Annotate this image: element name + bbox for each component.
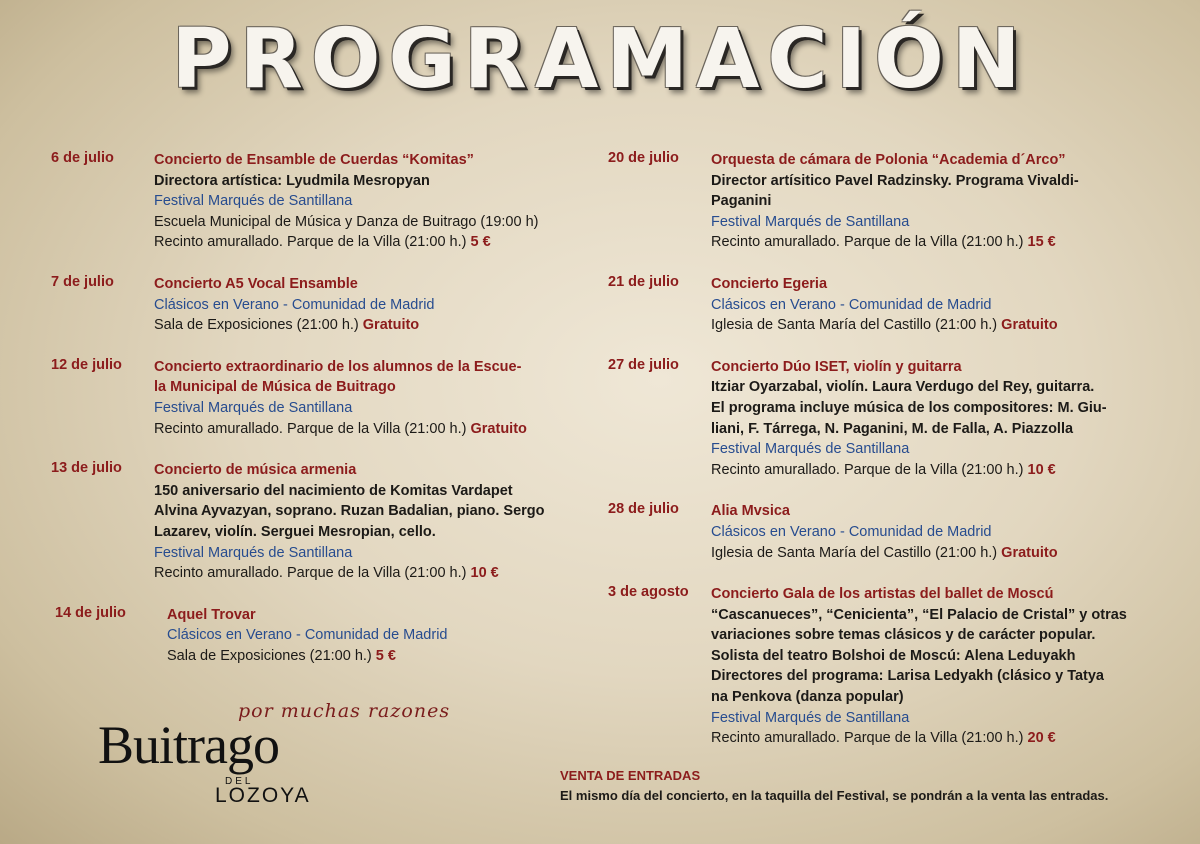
event-price: 10 € — [470, 565, 499, 582]
event-date: 13 de julio — [51, 460, 122, 477]
event-details — [711, 501, 1178, 563]
event-venue: Escuela Municipal de Música y Danza de Buitrago (19:00 h) — [154, 213, 539, 230]
event-performers: 150 aniversario del nacimiento de Komitas Vardapet — [154, 482, 513, 499]
event-venue: Iglesia de Santa María del Castillo (21:00 h.) — [711, 317, 998, 334]
event-line — [154, 232, 591, 253]
event-series: Clásicos en Verano - Comunidad de Madrid — [167, 627, 448, 644]
event-line — [154, 295, 591, 316]
event-venue: Sala de Exposiciones (21:00 h.) — [154, 317, 359, 334]
event-line — [711, 666, 1178, 687]
event-title: Concierto extraordinario de los alumnos de la Escue- — [154, 358, 522, 375]
event-line — [711, 728, 1178, 749]
ticket-text: El mismo día del concierto, en la taquilla del Festival, se pondrán a la venta las entradas. — [560, 788, 1109, 803]
event-performers: na Penkova (danza popular) — [711, 689, 904, 706]
event-venue: Sala de Exposiciones (21:00 h.) — [167, 647, 372, 664]
event-performers: Solista del teatro Bolshoi de Moscú: Alena Leduyakh — [711, 647, 1076, 664]
event-item — [608, 501, 1178, 563]
event-item — [51, 460, 591, 584]
event-title: Concierto Gala de los artistas del ballet de Moscú — [711, 586, 1054, 603]
event-price: 20 € — [1027, 730, 1056, 747]
event-line — [711, 295, 1178, 316]
event-date: 14 de julio — [55, 604, 126, 621]
event-venue: Recinto amurallado. Parque de la Villa (21:00 h.) — [711, 730, 1024, 747]
event-price: 10 € — [1027, 461, 1056, 478]
event-venue: Recinto amurallado. Parque de la Villa (21:00 h.) — [154, 234, 467, 251]
event-date: 6 de julio — [51, 150, 114, 166]
event-details — [154, 274, 591, 336]
event-venue: Recinto amurallado. Parque de la Villa (21:00 h.) — [154, 565, 467, 582]
event-item — [51, 274, 591, 336]
event-line — [154, 315, 591, 336]
event-series: Festival Marqués de Santillana — [711, 709, 910, 726]
event-date: 27 de julio — [608, 356, 679, 373]
event-line — [154, 398, 591, 419]
event-venue: Recinto amurallado. Parque de la Villa (21:00 h.) — [154, 420, 467, 437]
event-line — [711, 543, 1178, 564]
event-performers: liani, F. Tárrega, N. Paganini, M. de Falla, A. Piazzolla — [711, 420, 1074, 437]
event-details — [154, 150, 591, 253]
event-line — [711, 150, 1178, 171]
event-details — [154, 460, 591, 584]
event-line — [711, 212, 1178, 233]
event-line — [711, 584, 1178, 605]
event-line — [154, 563, 591, 584]
event-line — [167, 646, 591, 667]
event-title: Concierto de Ensamble de Cuerdas “Komitas” — [154, 152, 474, 168]
event-venue: Recinto amurallado. Parque de la Villa (21:00 h.) — [711, 234, 1024, 251]
event-series: Clásicos en Verano - Comunidad de Madrid — [154, 296, 435, 313]
event-series: Festival Marqués de Santillana — [711, 441, 910, 458]
event-line — [154, 171, 591, 192]
event-line — [711, 605, 1178, 626]
event-date: 28 de julio — [608, 501, 679, 518]
event-line — [711, 460, 1178, 481]
event-line — [711, 274, 1178, 295]
event-line — [154, 274, 591, 295]
event-details — [167, 605, 591, 667]
event-series: Clásicos en Verano - Comunidad de Madrid — [711, 523, 992, 540]
event-line — [711, 646, 1178, 667]
event-item — [608, 150, 1178, 253]
event-details — [154, 357, 591, 439]
event-line — [167, 605, 591, 626]
event-line — [711, 315, 1178, 336]
event-line — [711, 522, 1178, 543]
event-performers: Director artísitico Pavel Radzinsky. Programa Vivaldi- — [711, 172, 1079, 189]
logo-name: Buitrago — [98, 715, 279, 775]
event-series: Clásicos en Verano - Comunidad de Madrid — [711, 296, 992, 313]
event-price: Gratuito — [362, 317, 420, 334]
event-line — [711, 501, 1178, 522]
right-column — [608, 150, 1178, 770]
event-line — [711, 708, 1178, 729]
event-line — [154, 212, 591, 233]
event-item — [51, 357, 591, 439]
event-date: 3 de agosto — [608, 584, 689, 601]
left-column — [51, 150, 591, 687]
event-line — [167, 625, 591, 646]
event-performers: El programa incluye música de los compositores: M. Giu- — [711, 399, 1107, 416]
event-line — [711, 625, 1178, 646]
event-performers: variaciones sobre temas clásicos y de carácter popular. — [711, 627, 1096, 644]
event-item — [51, 605, 591, 667]
event-line — [711, 419, 1178, 440]
event-line — [154, 357, 591, 378]
event-title: Concierto A5 Vocal Ensamble — [154, 275, 358, 292]
event-line — [711, 377, 1178, 398]
event-performers: Itziar Oyarzabal, violín. Laura Verdugo del Rey, guitarra. — [711, 379, 1095, 396]
event-performers: Alvina Ayvazyan, soprano. Ruzan Badalian, piano. Sergo — [154, 503, 545, 520]
event-performers: Lazarev, violín. Serguei Mesropian, cello. — [154, 523, 436, 540]
page-title: PROGRAMACIÓN — [171, 12, 1029, 107]
event-date: 12 de julio — [51, 356, 122, 373]
event-title: Aquel Trovar — [167, 606, 256, 623]
event-price: Gratuito — [470, 420, 527, 437]
event-line — [154, 481, 591, 502]
logo-tagline: por muchas razones — [238, 700, 451, 722]
event-date: 7 de julio — [51, 273, 114, 290]
event-item — [608, 274, 1178, 336]
event-item — [608, 584, 1178, 749]
event-performers: Paganini — [711, 193, 772, 210]
event-line — [154, 419, 591, 440]
event-price: 5 € — [470, 234, 491, 251]
event-line — [154, 191, 591, 212]
event-line — [711, 232, 1178, 253]
event-line — [154, 377, 591, 398]
event-line — [711, 439, 1178, 460]
logo-del: DEL — [225, 776, 254, 787]
event-price: 15 € — [1027, 234, 1056, 251]
event-line — [154, 460, 591, 481]
event-price: Gratuito — [1001, 544, 1058, 561]
event-item — [51, 150, 591, 253]
event-series: Festival Marqués de Santillana — [154, 544, 353, 561]
buitrago-logo — [98, 700, 498, 810]
event-line — [154, 522, 591, 543]
event-series: Festival Marqués de Santillana — [154, 399, 353, 416]
ticket-heading: VENTA DE ENTRADAS — [560, 768, 701, 783]
event-price: 5 € — [375, 647, 396, 664]
event-title: Alia Mvsica — [711, 503, 790, 520]
event-date: 21 de julio — [608, 273, 679, 290]
event-performers: Directores del programa: Larisa Ledyakh (clásico y Tatya — [711, 668, 1105, 685]
event-line — [154, 150, 591, 171]
event-title: la Municipal de Música de Buitrago — [154, 379, 396, 396]
event-line — [711, 191, 1178, 212]
event-title: Orquesta de cámara de Polonia “Academia d´Arco” — [711, 152, 1066, 168]
event-series: Festival Marqués de Santillana — [154, 193, 353, 210]
event-details — [711, 150, 1178, 253]
event-venue: Iglesia de Santa María del Castillo (21:00 h.) — [711, 544, 998, 561]
event-title: Concierto Egeria — [711, 275, 828, 292]
event-details — [711, 584, 1178, 749]
event-details — [711, 274, 1178, 336]
event-item — [608, 357, 1178, 481]
event-series: Festival Marqués de Santillana — [711, 213, 910, 230]
event-line — [711, 357, 1178, 378]
event-price: Gratuito — [1001, 317, 1058, 334]
event-venue: Recinto amurallado. Parque de la Villa (21:00 h.) — [711, 461, 1024, 478]
event-performers: “Cascanueces”, “Cenicienta”, “El Palacio de Cristal” y otras — [711, 606, 1127, 623]
event-line — [711, 398, 1178, 419]
ticket-info — [560, 766, 1108, 806]
event-details — [711, 357, 1178, 481]
event-title: Concierto de música armenia — [154, 462, 357, 479]
event-title: Concierto Dúo ISET, violín y guitarra — [711, 358, 962, 375]
event-date: 20 de julio — [608, 150, 679, 166]
event-line — [154, 501, 591, 522]
event-line — [154, 543, 591, 564]
event-line — [711, 171, 1178, 192]
logo-place: LOZOYA — [215, 784, 311, 807]
event-performers: Directora artística: Lyudmila Mesropyan — [154, 172, 430, 189]
event-line — [711, 687, 1178, 708]
